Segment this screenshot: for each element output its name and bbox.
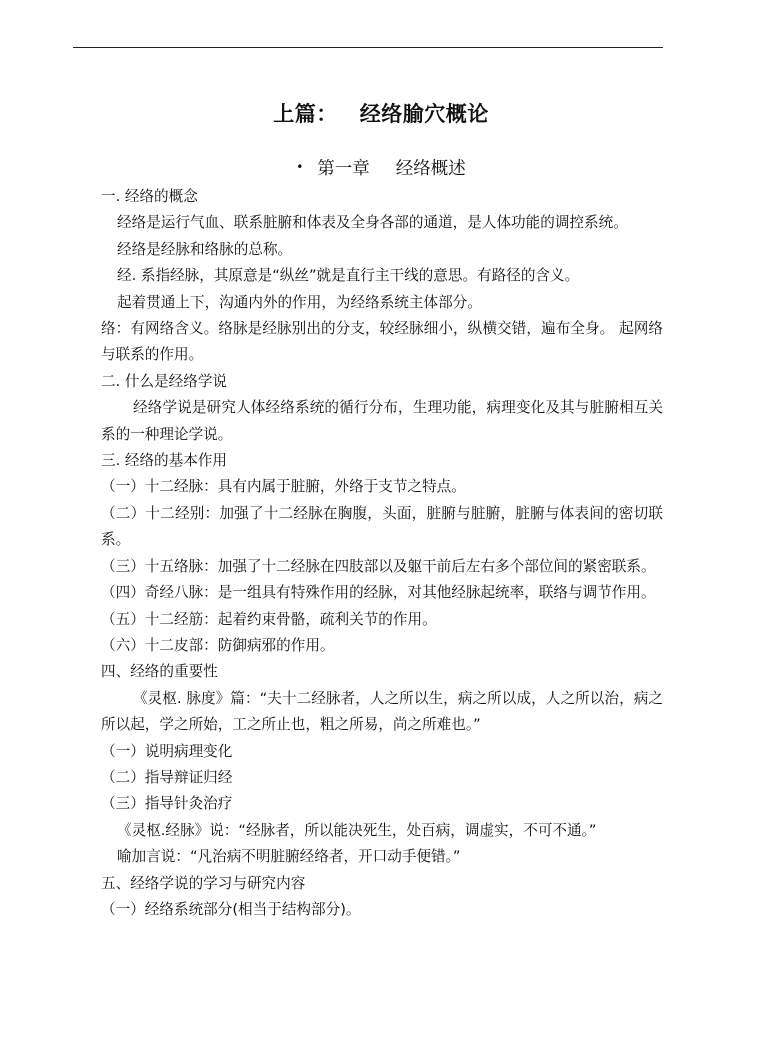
page-title xyxy=(0,98,762,128)
bullet-icon: • xyxy=(296,160,304,174)
list-item: （二）十二经别：加强了十二经脉在胸腹，头面，脏腑与脏腑，脏腑与体表间的密切联系。 xyxy=(101,504,663,549)
chapter-number: 第一章 xyxy=(317,159,370,179)
quote-paragraph: 《灵枢. 脉度》篇：“夫十二经脉者，人之所以生，病之所以成，人之所以治，病之所以起，学之所始，工之所止也，粗之所易，尚之所难也。” xyxy=(101,689,663,734)
list-item: （一）经络系统部分(相当于结构部分)。 xyxy=(101,900,361,918)
quote-paragraph: 《灵枢.经脉》说：“经脉者，所以能决死生，处百病，调虚实，不可不通。” xyxy=(117,821,597,839)
section-heading: 二. 什么是经络学说 xyxy=(101,372,228,390)
list-item: （三）指导针灸治疗 xyxy=(101,795,233,813)
paragraph: 经络是经脉和络脉的总称。 xyxy=(117,240,293,258)
list-item: （一）十二经脉：具有内属于脏腑，外络于支节之特点。 xyxy=(101,478,466,496)
paragraph: 经络是运行气血、联系脏腑和体表及全身各部的通道，是人体功能的调控系统。 xyxy=(117,214,628,232)
paragraph: 经. 系指经脉，其原意是“纵丝”就是直行主干线的意思。有路径的含义。 xyxy=(117,267,580,285)
document-body xyxy=(101,184,663,923)
list-item: （四）奇经八脉：是一组具有特殊作用的经脉，对其他经脉起统率，联络与调节作用。 xyxy=(101,584,656,602)
paragraph: 络：有网络含义。络脉是经脉别出的分支，较经脉细小，纵横交错，遍布全身。 起网络与联系的作用。 xyxy=(101,320,663,364)
paragraph: 起着贯通上下，沟通内外的作用，为经络系统主体部分。 xyxy=(117,293,482,311)
paragraph: 经络学说是研究人体经络系统的循行分布，生理功能，病理变化及其与脏腑相互关系的一种理论学说。 xyxy=(101,399,663,443)
chapter-name: 经络概述 xyxy=(395,159,466,179)
quote-paragraph: 喻加言说：“凡治病不明脏腑经络者，开口动手便错。” xyxy=(117,848,461,866)
chapter-heading xyxy=(0,155,762,180)
section-heading: 三. 经络的基本作用 xyxy=(101,452,228,470)
list-item: （二）指导辩证归经 xyxy=(101,768,233,786)
header-rule xyxy=(73,47,663,48)
title-part: 上篇： xyxy=(273,102,338,126)
section-heading: 四、经络的重要性 xyxy=(101,663,218,681)
title-main: 经络腧穴概论 xyxy=(359,102,489,126)
section-heading: 五、经络学说的学习与研究内容 xyxy=(101,874,306,892)
list-item: （一）说明病理变化 xyxy=(101,742,233,760)
list-item: （三）十五络脉：加强了十二经脉在四肢部以及躯干前后左右多个部位间的紧密联系。 xyxy=(101,557,656,575)
list-item: （六）十二皮部：防御病邪的作用。 xyxy=(101,636,335,654)
section-heading: 一. 经络的概念 xyxy=(101,188,198,205)
list-item: （五）十二经筋：起着约束骨骼，疏利关节的作用。 xyxy=(101,610,437,628)
